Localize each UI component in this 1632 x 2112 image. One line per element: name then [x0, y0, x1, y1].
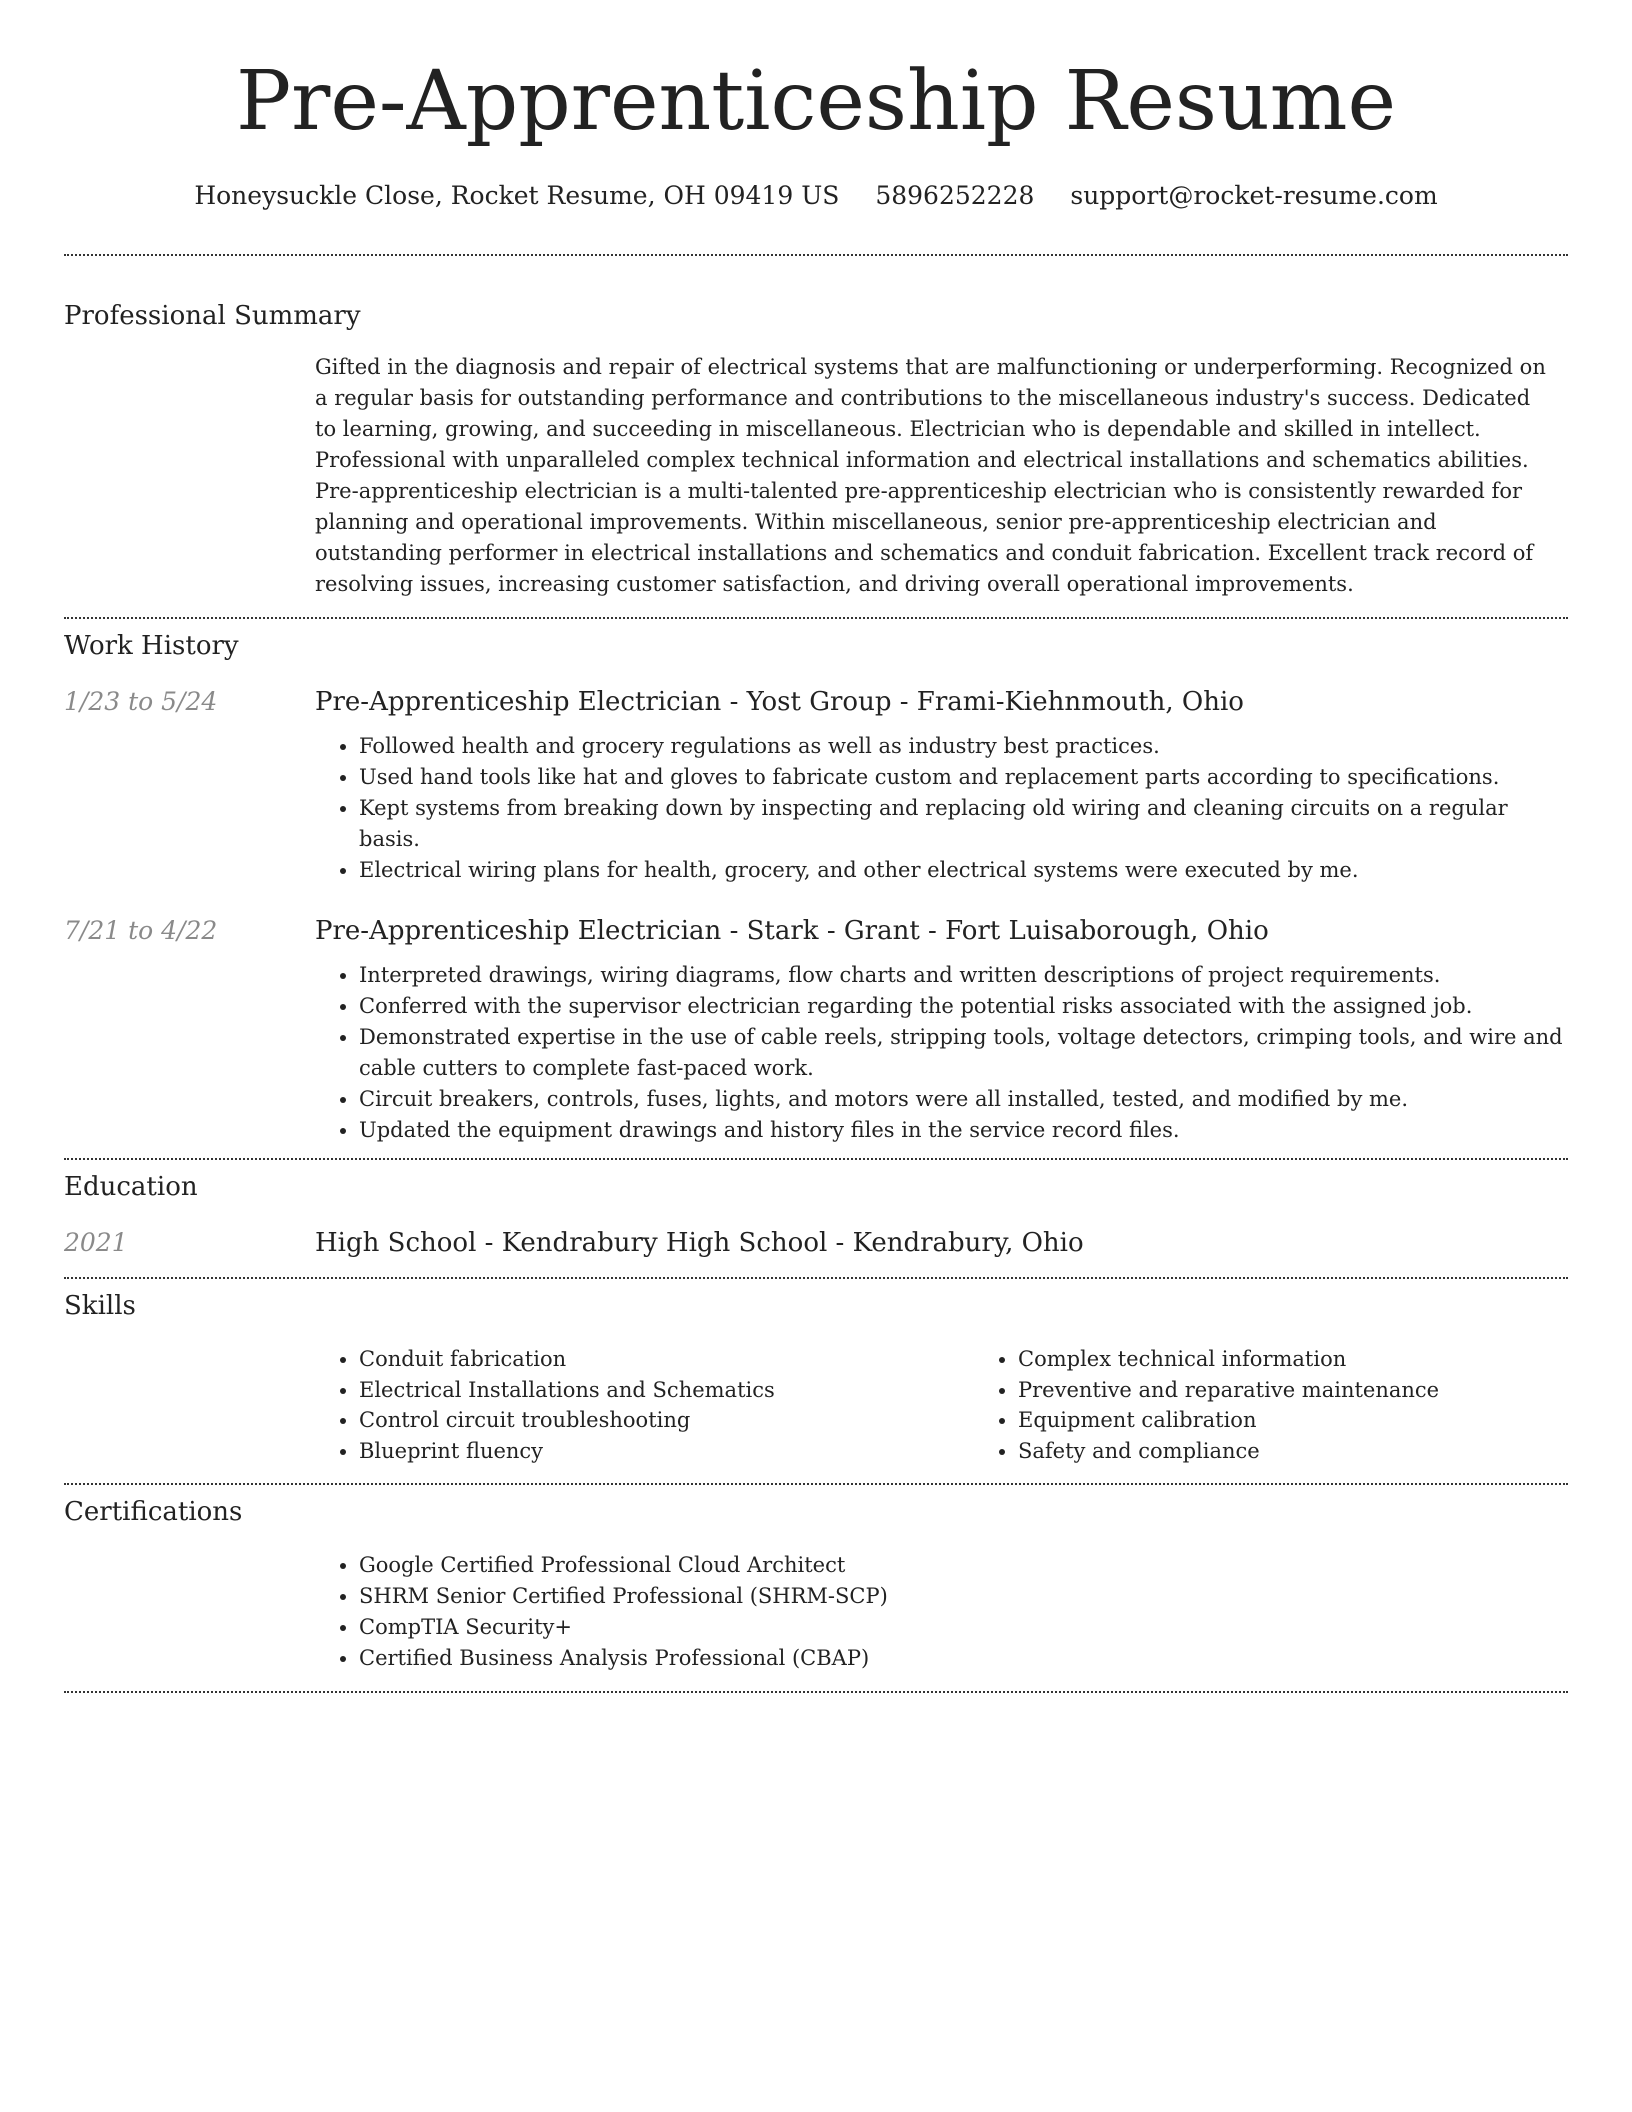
certifications-row — [64, 1550, 1568, 1674]
job-heading: Pre-Apprenticeship Electrician - Yost Group - Frami-Kiehnmouth, Ohio — [315, 687, 1244, 717]
job-dates: 1/23 to 5/24 — [64, 687, 218, 716]
job-details — [315, 914, 1568, 1146]
certifications-section — [64, 1485, 1568, 1691]
list-item: • Demonstrated expertise in the use of cable reels, stripping tools, voltage detectors, crimping tools, and wire and cable cutters to complete fast-paced work. — [359, 1022, 1568, 1084]
section-title-certifications: Certifications — [64, 1497, 243, 1527]
contact-email: support@rocket-resume.com — [1070, 181, 1438, 210]
list-item: • Complex technical information — [1018, 1344, 1632, 1375]
skills-list-left — [315, 1344, 974, 1466]
work-section — [64, 619, 1568, 1158]
list-item: • Safety and compliance — [1018, 1436, 1632, 1467]
skills-section — [64, 1279, 1568, 1483]
certifications-list — [315, 1550, 1568, 1674]
list-item: • Control circuit troubleshooting — [359, 1405, 974, 1436]
list-item: • SHRM Senior Certified Professional (SHRM-SCP) — [359, 1581, 1568, 1612]
list-item: • Circuit breakers, controls, fuses, lights, and motors were all installed, tested, and modified by me. — [359, 1084, 1568, 1115]
section-title-education: Education — [64, 1172, 198, 1202]
list-item: • Electrical wiring plans for health, grocery, and other electrical systems were executed by me. — [359, 855, 1568, 886]
job-details — [315, 685, 1568, 886]
job-bullets — [315, 731, 1568, 886]
resume-header — [64, 0, 1568, 212]
section-title-summary: Professional Summary — [64, 301, 361, 331]
resume-title: Pre-Apprenticeship Resume — [235, 54, 1397, 149]
summary-row — [64, 352, 1568, 600]
section-title-skills: Skills — [64, 1291, 136, 1321]
list-item: • Followed health and grocery regulations as well as industry best practices. — [359, 731, 1568, 762]
job-dates: 7/21 to 4/22 — [64, 916, 218, 945]
contact-address: Honeysuckle Close, Rocket Resume, OH 09419 US — [194, 181, 840, 210]
job-bullets — [315, 960, 1568, 1146]
list-item: • Updated the equipment drawings and history files in the service record files. — [359, 1115, 1568, 1146]
list-item: • Preventive and reparative maintenance — [1018, 1375, 1632, 1406]
summary-text: Gifted in the diagnosis and repair of electrical systems that are malfunctioning or underperforming. Recognized on a regular basis for outstanding performance and contributions to the miscellaneous industry's success. Dedicated to learning, growing, and succeeding in miscellaneous. Electrician who is dependable and skilled in intellect. Professional with unparalleled complex technical information and electrical installations and schematics abilities. Pre-apprenticeship electrician is a multi-talented pre-apprenticeship electrician who is consistently rewarded for planning and operational improvements. Within miscellaneous, senior pre-apprenticeship electrician and outstanding performer in electrical installations and schematics and conduit fabrication. Excellent track record of resolving issues, increasing customer satisfaction, and driving overall operational improvements. — [315, 355, 1546, 596]
list-item: • Electrical Installations and Schematics — [359, 1375, 974, 1406]
skills-grid — [315, 1344, 1632, 1466]
list-item: • Certified Business Analysis Professional (CBAP) — [359, 1643, 1568, 1674]
job-heading: Pre-Apprenticeship Electrician - Stark - Grant - Fort Luisaborough, Ohio — [315, 916, 1269, 946]
education-entry — [64, 1226, 1568, 1260]
list-item: • Used hand tools like hat and gloves to fabricate custom and replacement parts according to specifications. — [359, 762, 1568, 793]
list-item: • Conduit fabrication — [359, 1344, 974, 1375]
certifications-body — [315, 1550, 1568, 1674]
list-item: • Blueprint fluency — [359, 1436, 974, 1467]
job-entry — [64, 685, 1568, 886]
summary-section — [64, 256, 1568, 617]
list-item: • CompTIA Security+ — [359, 1612, 1568, 1643]
education-year: 2021 — [64, 1228, 128, 1257]
list-item: • Interpreted drawings, wiring diagrams, flow charts and written descriptions of project requirements. — [359, 960, 1568, 991]
section-title-work: Work History — [64, 631, 239, 661]
contact-phone: 5896252228 — [875, 181, 1035, 210]
education-section — [64, 1160, 1568, 1277]
list-item: • Conferred with the supervisor electrician regarding the potential risks associated with the assigned job. — [359, 991, 1568, 1022]
job-entry — [64, 914, 1568, 1146]
list-item: • Google Certified Professional Cloud Architect — [359, 1550, 1568, 1581]
education-details — [315, 1226, 1568, 1260]
skills-row — [64, 1344, 1568, 1466]
education-heading: High School - Kendrabury High School - Kendrabury, Ohio — [315, 1228, 1084, 1258]
contact-line — [64, 180, 1568, 212]
summary-body — [315, 352, 1568, 600]
list-item: • Kept systems from breaking down by inspecting and replacing old wiring and cleaning circuits on a regular basis. — [359, 793, 1568, 855]
list-item: • Equipment calibration — [1018, 1405, 1632, 1436]
section-divider — [64, 1691, 1568, 1693]
skills-list-right — [974, 1344, 1632, 1466]
